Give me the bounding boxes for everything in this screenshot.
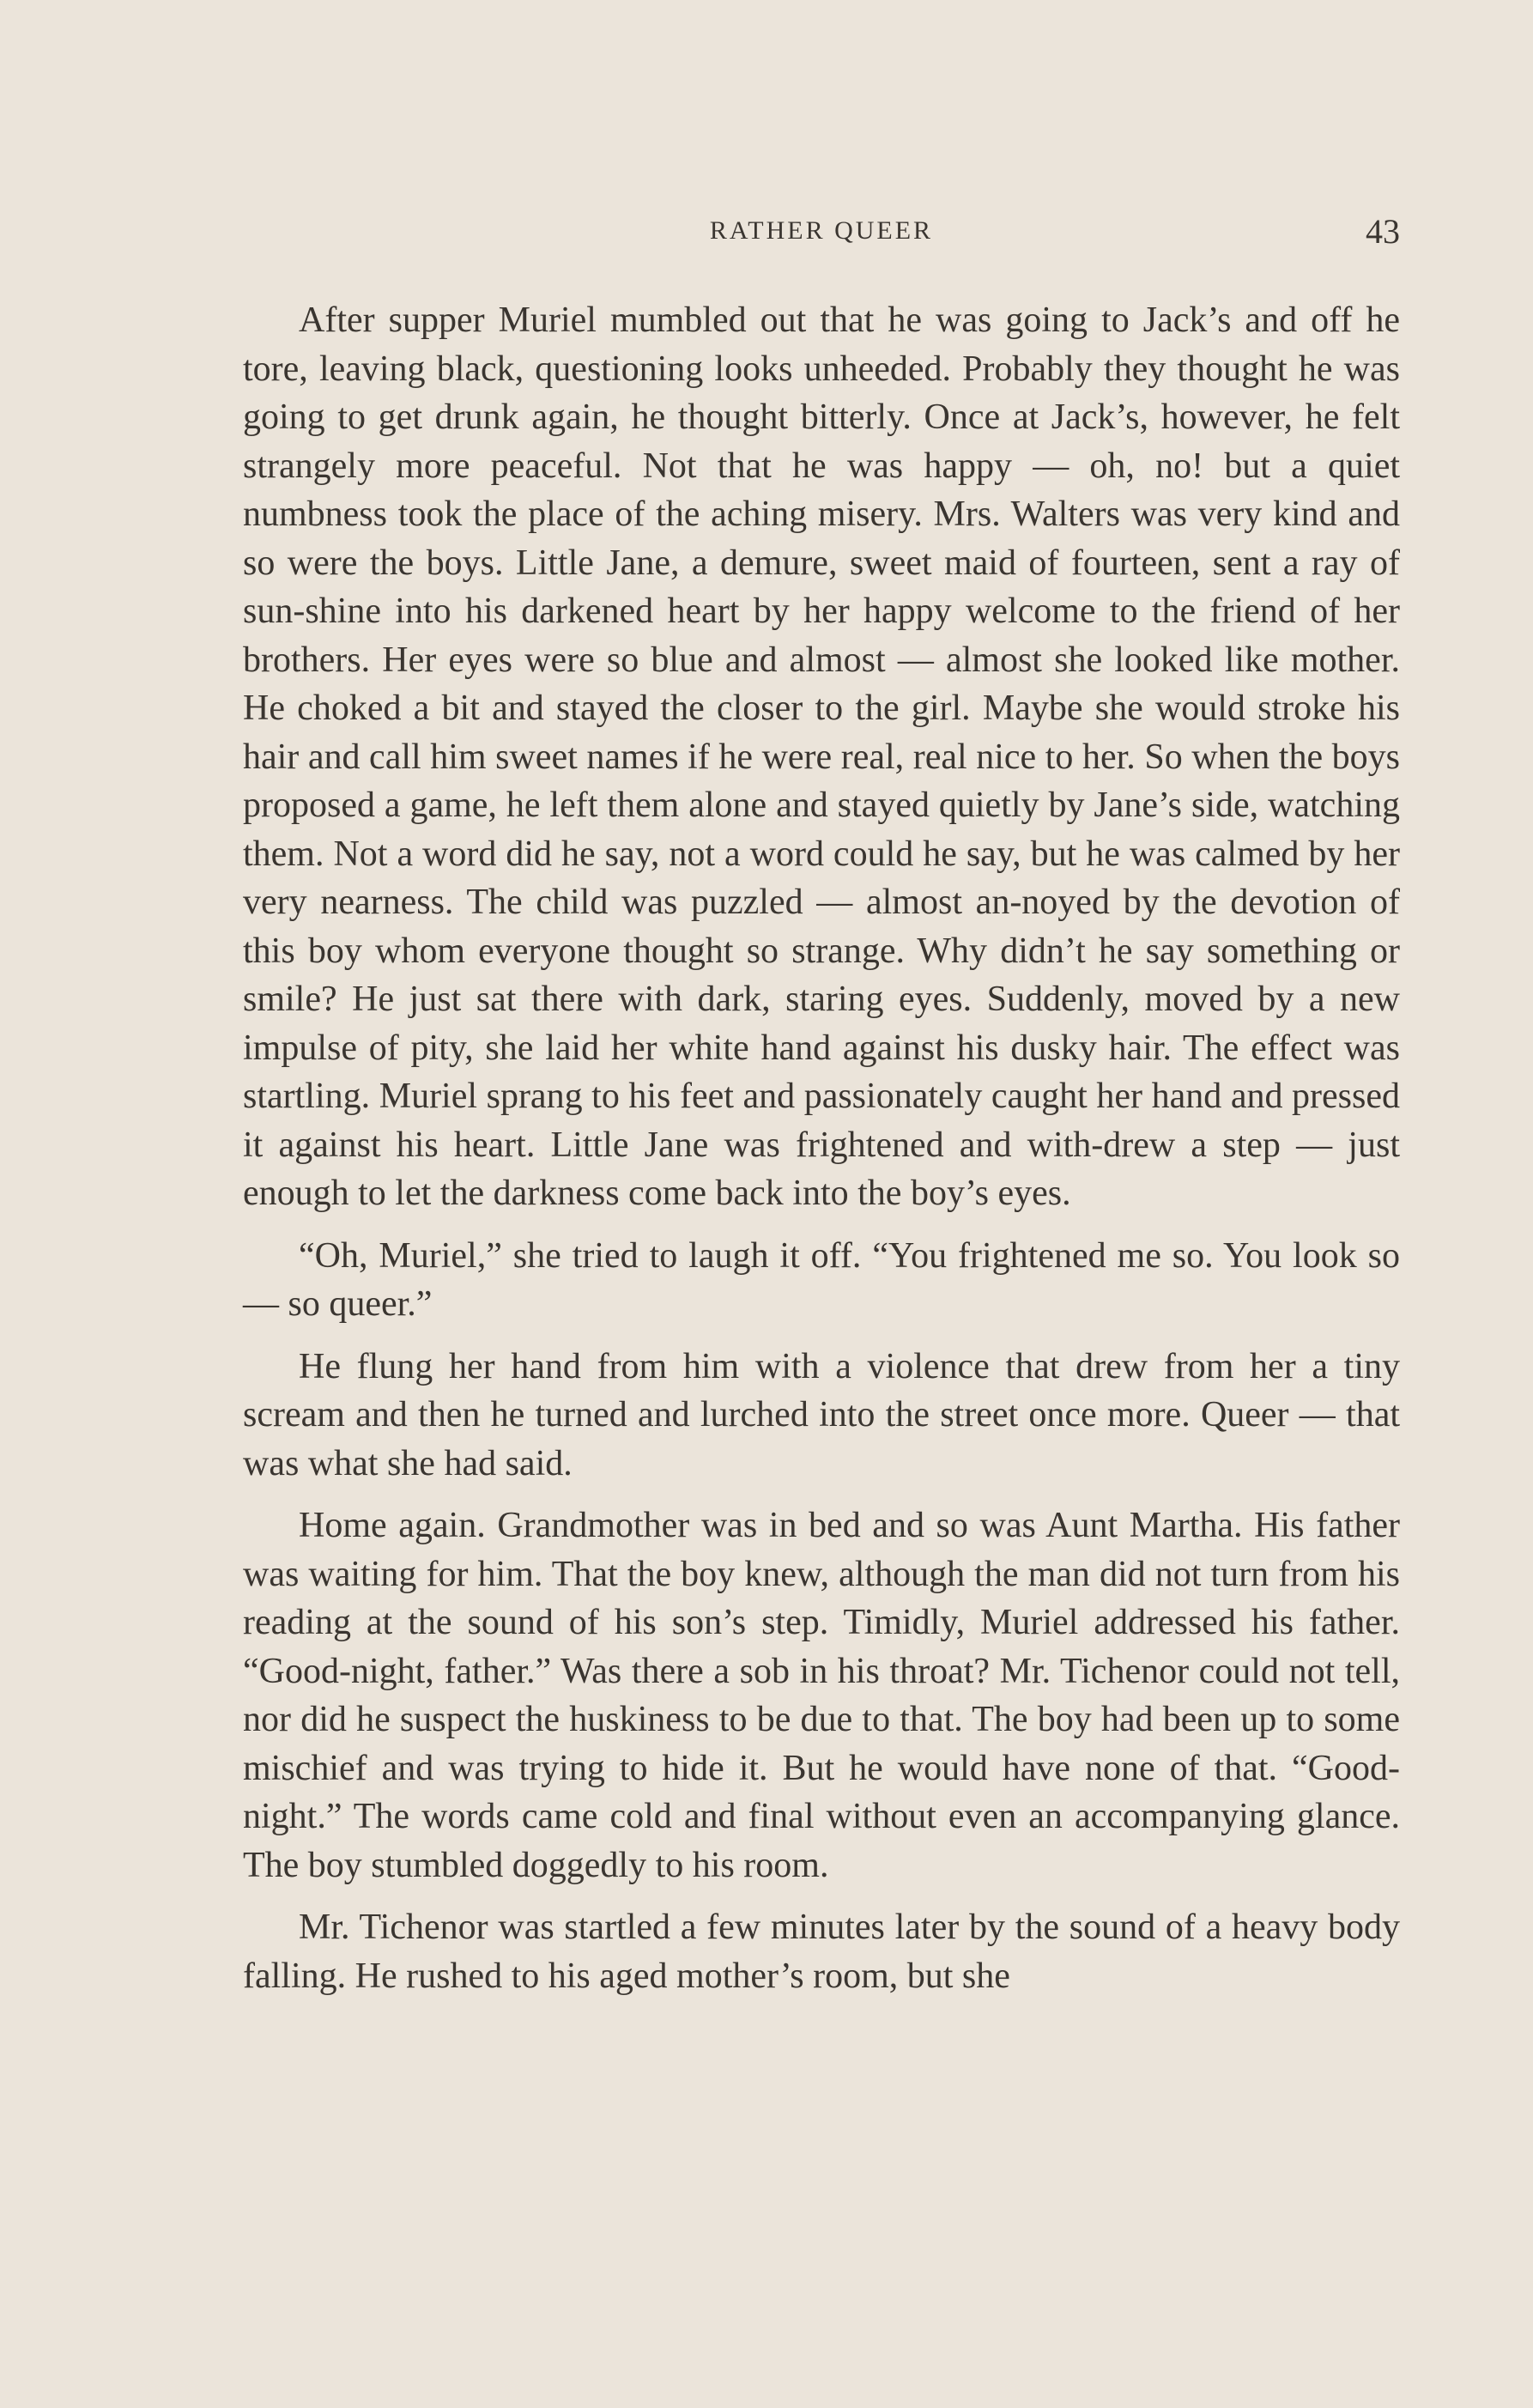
paragraph-2: “Oh, Muriel,” she tried to laugh it off. “You frightened me so. You look so — so queer.”: [243, 1235, 1400, 1324]
paragraph-3: He flung her hand from him with a violence that drew from her a tiny scream and then he turned and lurched into the street once more. Queer — that was what she had said.: [243, 1346, 1400, 1483]
running-title: RATHER QUEER: [709, 216, 934, 245]
body-text: [243, 296, 1400, 2000]
paragraph-5: Mr. Tichenor was startled a few minutes later by the sound of a heavy body falling. He rushed to his aged mother’s room, but she: [243, 1908, 1400, 1996]
running-head: [243, 211, 1400, 254]
paragraph-1: After supper Muriel mumbled out that he was going to Jack’s and off he tore, leaving black, questioning looks unheeded. Probably they thought he was going to get drunk again, he thought bitterly. Once at Jack’s, however, he felt strangely more peaceful. Not that he was happy — oh, no! but a quiet numbness took the place of the aching misery. Mrs. Walters was very kind and so were the boys. Little Jane, a demure, sweet maid of fourteen, sent a ray of sun-shine into his darkened heart by her happy welcome to the friend of her brothers. Her eyes were so blue and almost — almost she looked like mother. He choked a bit and stayed the closer to the girl. Maybe she would stroke his hair and call him sweet names if he were real, real nice to her. So when the boys proposed a game, he left them alone and stayed quietly by Jane’s side, watching them. Not a word did he say, not a word could he say, but he was calmed by her very nearness. The child was puzzled — almost an-noyed by the devotion of this boy whom everyone thought so strange. Why didn’t he say something or smile? He just sat there with dark, staring eyes. Suddenly, moved by a new impulse of pity, she laid her white hand against his dusky hair. The effect was startling. Muriel sprang to his feet and passionately caught her hand and pressed it against his heart. Little Jane was frightened and with-drew a step — just enough to let the darkness come back into the boy’s eyes.: [243, 300, 1400, 1213]
page-number: 43: [1366, 212, 1400, 251]
paragraph-4: Home again. Grandmother was in bed and so was Aunt Martha. His father was waiting for him. That the boy knew, although the man did not turn from his reading at the sound of his son’s step. Timidly, Muriel addressed his father. “Good-night, father.” Was there a sob in his throat? Mr. Tichenor could not tell, nor did he suspect the huskiness to be due to that. The boy had been up to some mischief and was trying to hide it. But he would have none of that. “Good-night.” The words came cold and final without even an accompanying glance. The boy stumbled doggedly to his room.: [243, 1506, 1400, 1885]
